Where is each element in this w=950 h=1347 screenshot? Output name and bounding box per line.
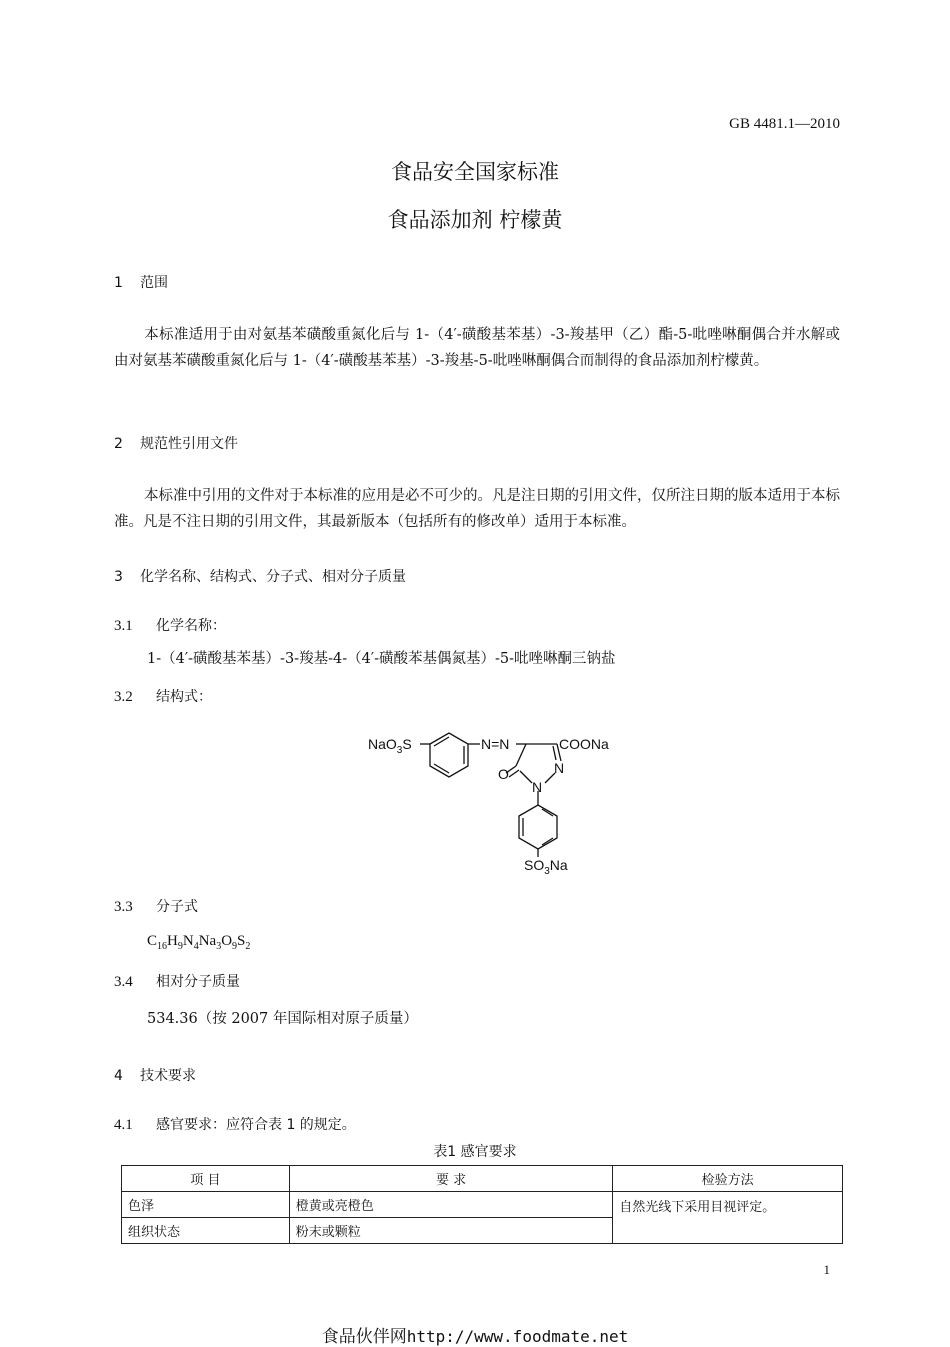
subsection-title: 相对分子质量 bbox=[156, 974, 240, 990]
section-1-paragraph bbox=[114, 322, 840, 374]
structure-label-bottom: $SO_3Na$ bbox=[524, 857, 568, 877]
subsection-number: 3.2 bbox=[114, 689, 133, 705]
footer-watermark bbox=[0, 1322, 950, 1347]
paragraph-text: 本标准适用于由对氨基苯磺酸重氮化后与 1-（4′-磺酸基苯基）-3-羧基甲（乙）酯-5-吡唑啉酮偶合并水解或由对氨基苯磺酸重氮化后与 1-（4′-磺酸基苯基）-3-羧基-5-吡唑啉酮偶合而制得的食品添加剂柠檬黄。 bbox=[114, 327, 840, 369]
subsection-title: 分子式 bbox=[156, 899, 198, 915]
structure-label-carboxyl: COONa bbox=[559, 736, 609, 752]
subsection-number: 3.4 bbox=[114, 974, 133, 990]
subsection-number: 3.3 bbox=[114, 899, 133, 915]
bond-c4-c5 bbox=[516, 744, 526, 766]
structure-label-ketone-o: O bbox=[498, 766, 509, 782]
section-3-heading bbox=[114, 566, 406, 586]
section-title: 技术要求 bbox=[140, 1068, 196, 1084]
document-subtitle: 食品添加剂 柠檬黄 bbox=[387, 208, 563, 232]
table-header-cell: 要 求 bbox=[289, 1166, 613, 1192]
section-4-heading bbox=[114, 1065, 196, 1085]
subsection-3-1-heading bbox=[114, 615, 226, 635]
section-number: 4 bbox=[114, 1068, 123, 1084]
subsection-title: 化学名称： bbox=[156, 618, 226, 634]
structure-label-n2: N bbox=[554, 760, 565, 776]
subsection-title: 感官要求：应符合表 1 的规定。 bbox=[156, 1117, 356, 1133]
table-cell-item: 组织状态 bbox=[122, 1218, 290, 1244]
molecular-formula: $C_{16}H_9N_4Na_3O_9S_2$ bbox=[147, 933, 251, 952]
molecular-mass: 534.36（按 2007 年国际相对原子质量） bbox=[147, 1011, 418, 1027]
table-cell-method: 自然光线下采用目视评定。 bbox=[613, 1192, 843, 1244]
paragraph-text: 本标准中引用的文件对于本标准的应用是必不可少的。凡是注日期的引用文件，仅所注日期的版本适用于本标准。凡是不注日期的引用文件，其最新版本（包括所有的修改单）适用于本标准。 bbox=[114, 488, 840, 530]
chemical-name: 1-（4′-磺酸基苯基）-3-羧基-4-（4′-磺酸苯基偶氮基）-5-吡唑啉酮三钠盐 bbox=[147, 651, 616, 667]
table-header-cell: 项 目 bbox=[122, 1166, 290, 1192]
section-number: 2 bbox=[114, 436, 123, 452]
section-2-heading bbox=[114, 433, 238, 453]
section-number: 1 bbox=[114, 275, 123, 291]
section-2-paragraph bbox=[114, 483, 840, 535]
table-header-row bbox=[122, 1166, 843, 1192]
subsection-3-4-heading bbox=[114, 971, 240, 991]
subsection-3-2-heading bbox=[114, 686, 212, 706]
section-title: 规范性引用文件 bbox=[140, 436, 238, 452]
footer-site-name: 食品伙伴网 bbox=[321, 1327, 407, 1347]
structure-label-n1: N bbox=[532, 779, 543, 795]
structure-label-azo: N=N bbox=[481, 736, 510, 752]
table-cell-item: 色泽 bbox=[122, 1192, 290, 1218]
document-title: 食品安全国家标准 bbox=[391, 160, 559, 184]
benzene-ring-bottom bbox=[519, 805, 557, 849]
table-cell-requirement: 粉末或颗粒 bbox=[289, 1218, 613, 1244]
table-header-cell: 检验方法 bbox=[613, 1166, 843, 1192]
table-cell-requirement: 橙黄或亮橙色 bbox=[289, 1192, 613, 1218]
subsection-3-3-heading bbox=[114, 896, 198, 916]
structure-label-left: NaO$_3$S bbox=[368, 736, 412, 756]
subsection-number: 4.1 bbox=[114, 1117, 133, 1133]
benzene-ring-left bbox=[430, 733, 468, 777]
subsection-number: 3.1 bbox=[114, 618, 133, 634]
section-title: 范围 bbox=[140, 275, 168, 291]
page-number: 1 bbox=[823, 1262, 830, 1277]
standard-number: GB 4481.1—2010 bbox=[729, 116, 840, 132]
table-row bbox=[122, 1192, 843, 1218]
section-1-heading bbox=[114, 272, 168, 292]
section-title: 化学名称、结构式、分子式、相对分子质量 bbox=[140, 569, 406, 585]
subsection-4-1-heading bbox=[114, 1114, 356, 1134]
footer-url-link[interactable]: http://www.foodmate.net bbox=[406, 1327, 629, 1346]
table-caption: 表1 感官要求 bbox=[433, 1144, 517, 1160]
subsection-title: 结构式： bbox=[156, 689, 212, 705]
bond-n1-c5 bbox=[520, 771, 532, 783]
structural-formula-diagram bbox=[360, 715, 630, 885]
sensory-requirements-table bbox=[121, 1165, 843, 1244]
section-number: 3 bbox=[114, 569, 123, 585]
